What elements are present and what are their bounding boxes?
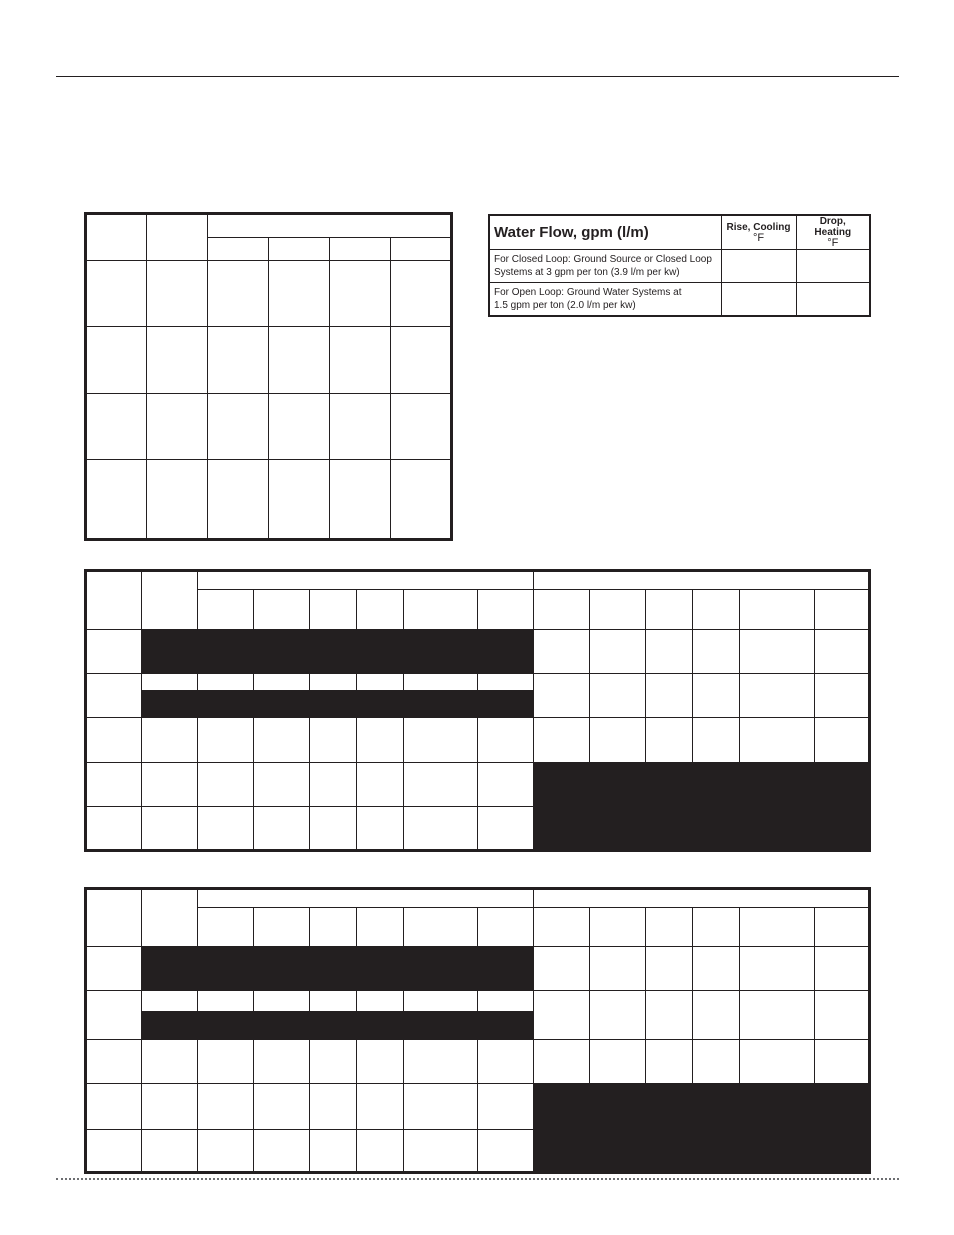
header-group-cell bbox=[208, 214, 452, 238]
drop-heating-header: Drop, Heating °F bbox=[796, 215, 870, 250]
performance-table-wide-1 bbox=[84, 569, 871, 852]
shaded-block bbox=[142, 947, 534, 991]
open-loop-heating-value bbox=[796, 283, 870, 316]
subheader-cell bbox=[391, 238, 452, 261]
header-cell bbox=[147, 214, 208, 261]
table-row bbox=[86, 1040, 870, 1084]
table-row bbox=[86, 1084, 870, 1130]
shaded-block bbox=[142, 691, 534, 718]
table-row bbox=[86, 394, 452, 460]
header-cell bbox=[142, 571, 198, 630]
shaded-block bbox=[534, 763, 870, 851]
performance-table-wide-2 bbox=[84, 887, 871, 1174]
subheader-cell bbox=[330, 238, 391, 261]
table-row bbox=[489, 283, 870, 316]
table-row bbox=[86, 991, 870, 1012]
table-row bbox=[86, 947, 870, 991]
shaded-block bbox=[142, 630, 534, 674]
table-row bbox=[86, 261, 452, 327]
subheader-cell bbox=[269, 238, 330, 261]
header-group-cell bbox=[534, 889, 870, 908]
rise-cooling-header: Rise, Cooling °F bbox=[721, 215, 796, 250]
shaded-block bbox=[534, 1084, 870, 1173]
shaded-block bbox=[142, 1012, 534, 1040]
performance-table-small bbox=[84, 212, 453, 541]
table-row bbox=[86, 460, 452, 540]
closed-loop-label: For Closed Loop: Ground Source or Closed Loop Systems at 3 gpm per ton (3.9 l/m per kw) bbox=[489, 250, 721, 283]
header-group-cell bbox=[198, 889, 534, 908]
footer-dotted-rule bbox=[56, 1178, 899, 1180]
table-row bbox=[86, 674, 870, 691]
header-cell bbox=[142, 889, 198, 947]
water-flow-title: Water Flow, gpm (l/m) bbox=[489, 215, 721, 250]
table-row bbox=[86, 718, 870, 763]
open-loop-cooling-value bbox=[721, 283, 796, 316]
table-row bbox=[86, 630, 870, 674]
closed-loop-heating-value bbox=[796, 250, 870, 283]
closed-loop-cooling-value bbox=[721, 250, 796, 283]
table-row bbox=[86, 763, 870, 807]
header-cell bbox=[86, 571, 142, 630]
header-group-cell bbox=[534, 571, 870, 590]
table-row bbox=[86, 327, 452, 394]
water-flow-table bbox=[488, 214, 871, 317]
open-loop-label: For Open Loop: Ground Water Systems at 1.5 gpm per ton (2.0 l/m per kw) bbox=[489, 283, 721, 316]
header-group-cell bbox=[198, 571, 534, 590]
subheader-cell bbox=[208, 238, 269, 261]
header-cell bbox=[86, 889, 142, 947]
table-row bbox=[489, 250, 870, 283]
header-cell bbox=[86, 214, 147, 261]
header-rule bbox=[56, 76, 899, 77]
